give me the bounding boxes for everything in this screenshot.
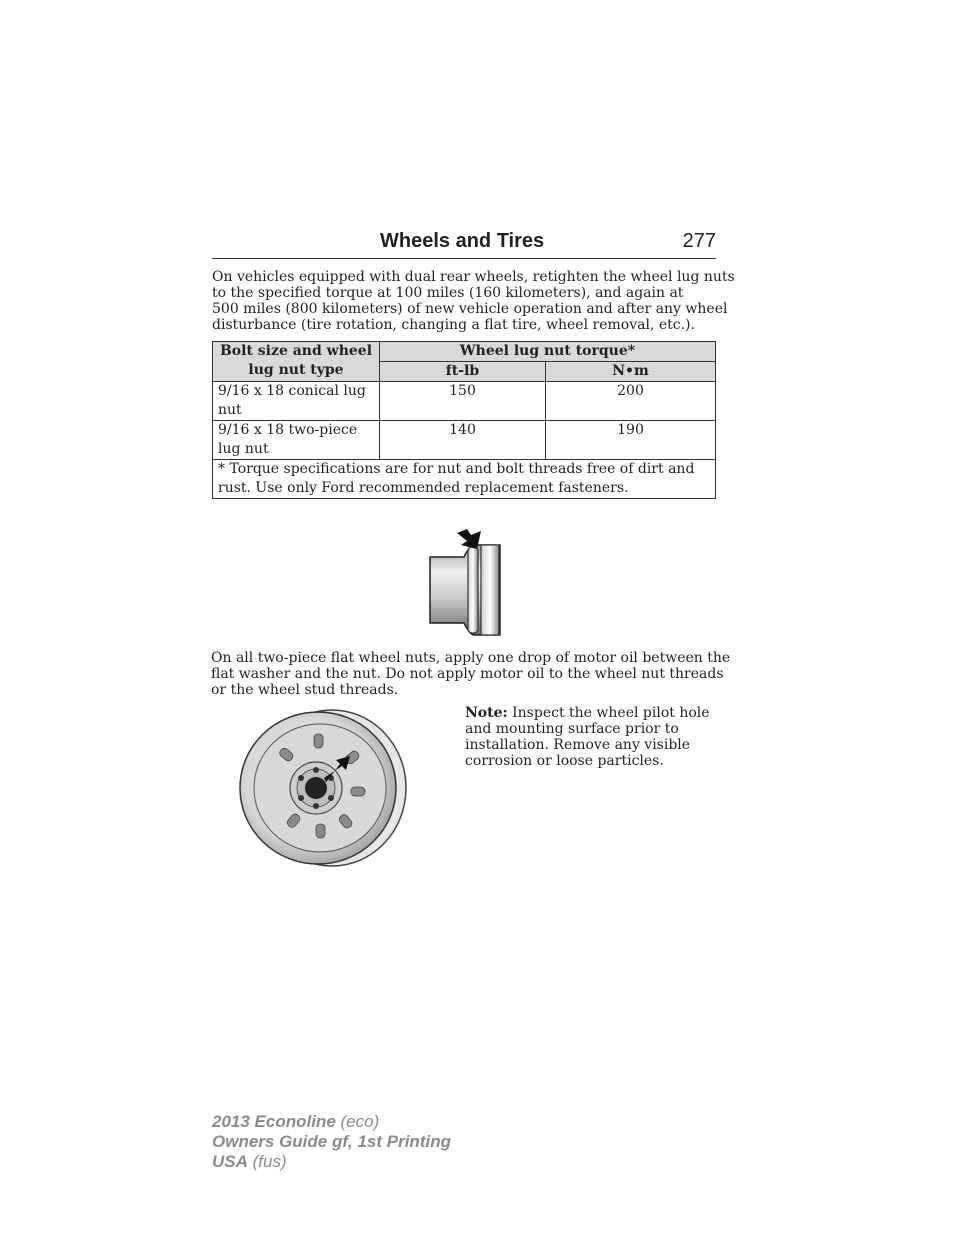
wheel-illustration bbox=[236, 706, 412, 868]
intro-line: to the specified torque at 100 miles (160 kilometers), and again at bbox=[212, 285, 684, 301]
cell-ftlb: 140 bbox=[380, 421, 546, 460]
section-title: Wheels and Tires bbox=[380, 230, 545, 252]
oil-line: or the wheel stud threads. bbox=[211, 682, 399, 698]
note-line: corrosion or loose particles. bbox=[465, 753, 664, 769]
oil-paragraph bbox=[211, 650, 730, 698]
intro-line: 500 miles (800 kilometers) of new vehicle operation and after any wheel bbox=[212, 301, 728, 317]
table-row bbox=[213, 382, 716, 421]
note-line: Inspect the wheel pilot hole bbox=[507, 705, 710, 721]
cell-ftlb: 150 bbox=[380, 382, 546, 421]
intro-paragraph bbox=[212, 269, 735, 333]
page-footer bbox=[212, 1112, 451, 1172]
cell-type: 9/16 x 18 two-piece lug nut bbox=[213, 421, 380, 460]
footer-model: 2013 Econoline bbox=[212, 1112, 336, 1131]
arrow-icon bbox=[455, 527, 485, 553]
note-paragraph bbox=[465, 705, 725, 769]
intro-line: disturbance (tire rotation, changing a flat tire, wheel removal, etc.). bbox=[212, 317, 695, 333]
table-footnote: * Torque specifications are for nut and bolt threads free of dirt and rust. Use only Ford recommended replacement fasteners. bbox=[213, 460, 716, 499]
oil-line: flat washer and the nut. Do not apply motor oil to the wheel nut threads bbox=[211, 666, 724, 682]
intro-line: On vehicles equipped with dual rear wheels, retighten the wheel lug nuts bbox=[212, 269, 735, 285]
footer-model-code: (eco) bbox=[335, 1112, 380, 1131]
col-header-torque: Wheel lug nut torque* bbox=[380, 342, 716, 362]
col-header-bolt-type: Bolt size and wheel lug nut type bbox=[213, 342, 380, 382]
torque-table bbox=[212, 341, 716, 499]
col-header-ftlb: ft-lb bbox=[380, 362, 546, 382]
note-line: and mounting surface prior to bbox=[465, 721, 679, 737]
cell-type: 9/16 x 18 conical lug nut bbox=[213, 382, 380, 421]
cell-nm: 200 bbox=[546, 382, 716, 421]
table-row bbox=[213, 421, 716, 460]
footer-market: USA bbox=[212, 1152, 248, 1171]
col-header-nm: N•m bbox=[546, 362, 716, 382]
page-number: 277 bbox=[682, 230, 716, 252]
note-line: installation. Remove any visible bbox=[465, 737, 691, 753]
footer-market-code: (fus) bbox=[247, 1152, 287, 1171]
cell-nm: 190 bbox=[546, 421, 716, 460]
footer-edition: Owners Guide gf, 1st Printing bbox=[212, 1132, 451, 1151]
note-label: Note: bbox=[465, 705, 508, 721]
oil-line: On all two-piece flat wheel nuts, apply one drop of motor oil between the bbox=[211, 650, 731, 666]
page-header bbox=[212, 230, 716, 259]
